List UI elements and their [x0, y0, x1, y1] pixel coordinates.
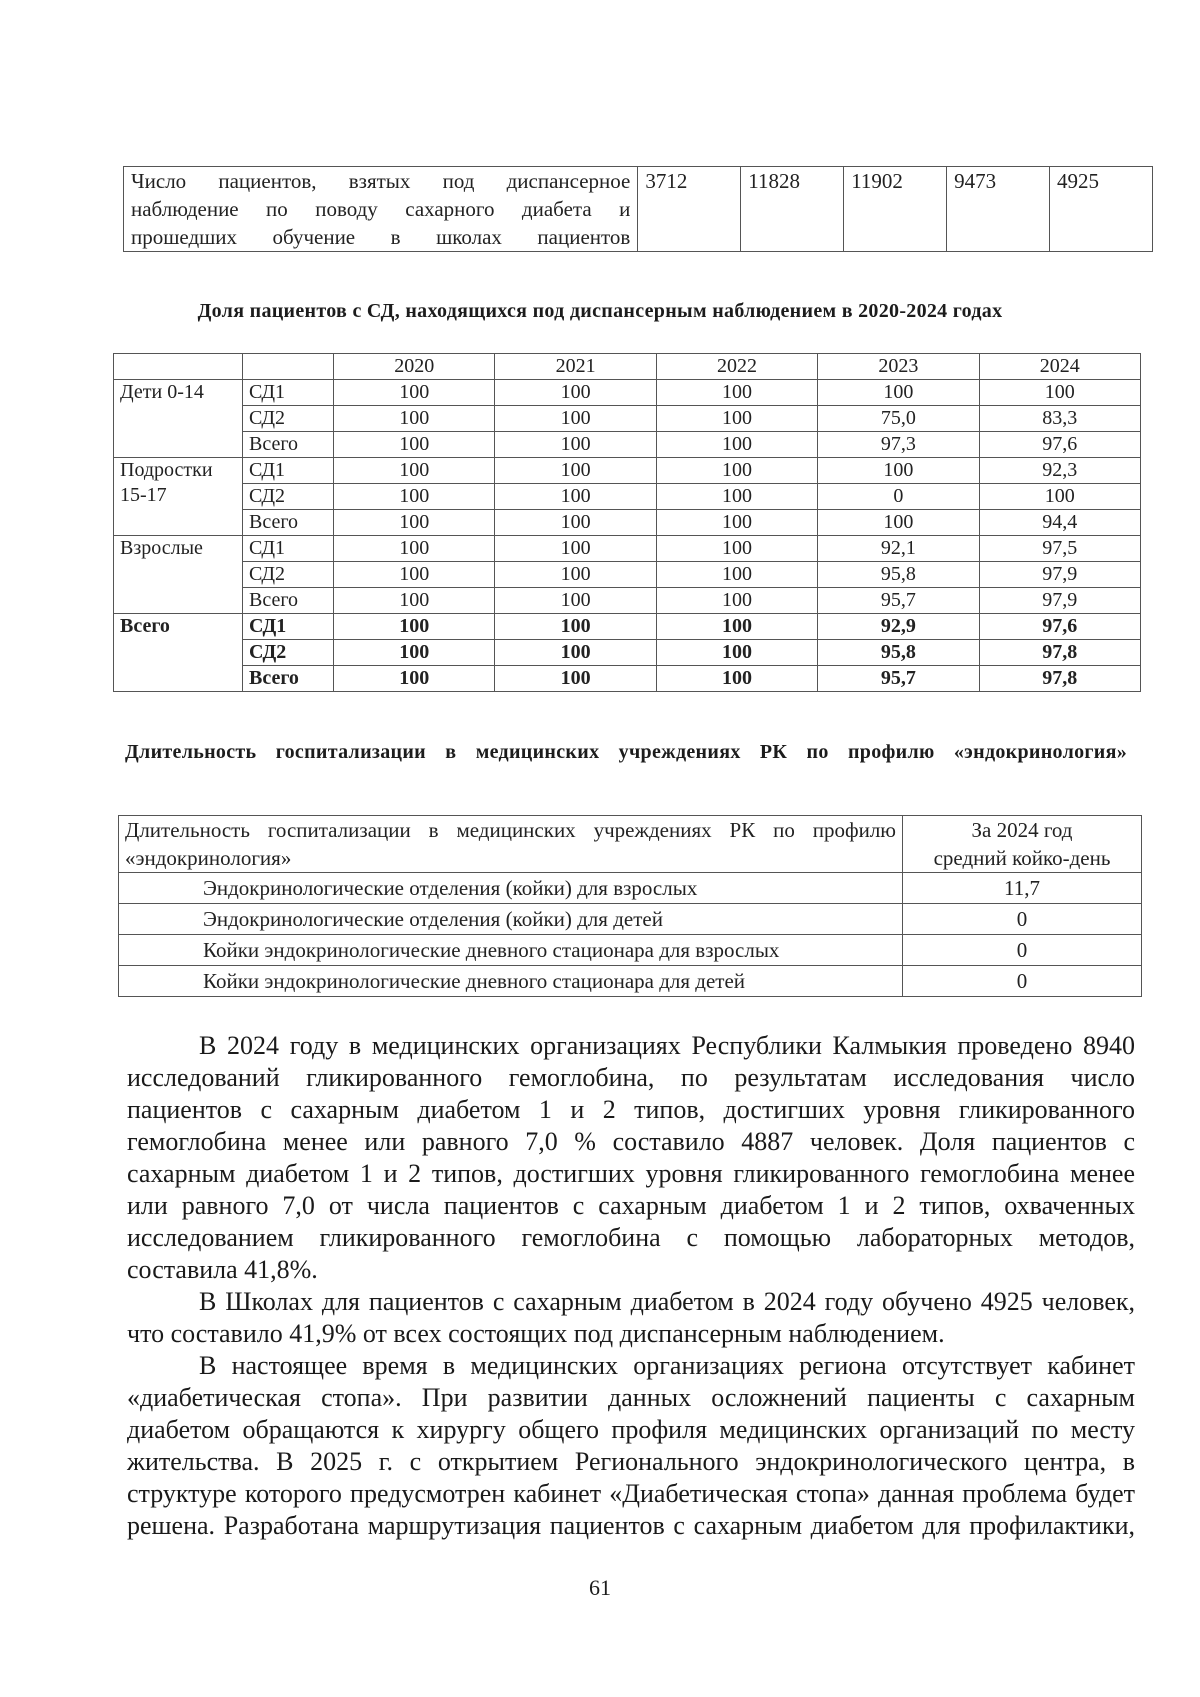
paragraph-diabetic-foot: [127, 1350, 1135, 1542]
year-header: 2024: [979, 354, 1140, 380]
value-cell: 75,0: [818, 406, 979, 432]
value-cell: 97,6: [979, 432, 1140, 458]
table-row: [114, 510, 1141, 536]
header-right: [903, 816, 1142, 873]
year-header: 2023: [818, 354, 979, 380]
value-cell: 100: [495, 484, 656, 510]
table-row: [114, 484, 1141, 510]
value-cell: 100: [495, 562, 656, 588]
value-cell: 100: [495, 614, 656, 640]
department-label: Койки эндокринологические дневного стационара для детей: [119, 966, 903, 997]
value-cell: 100: [656, 614, 817, 640]
value-cell: 11828: [741, 167, 844, 252]
table-row: [114, 588, 1141, 614]
value-cell: 97,8: [979, 640, 1140, 666]
table-row: [114, 562, 1141, 588]
group-label: Дети 0-14: [114, 380, 243, 458]
value-cell: 100: [818, 380, 979, 406]
value-cell: 4925: [1050, 167, 1153, 252]
header-row: [114, 354, 1141, 380]
value-cell: 100: [334, 666, 495, 692]
value-cell: 100: [495, 666, 656, 692]
page-number: 61: [589, 1575, 611, 1600]
value-cell: 100: [334, 458, 495, 484]
value-cell: 95,8: [818, 640, 979, 666]
diabetes-type: СД1: [243, 614, 334, 640]
value-cell: 100: [334, 406, 495, 432]
value-cell: 100: [656, 380, 817, 406]
paragraph-text: В 2024 году в медицинских организациях Республики Калмыкия проведено 8940 исследований гликированного гемоглобина, по результатам исследования число пациентов с сахарным диабетом 1 и 2 типов, достигших уровня гликированного гемоглобина менее или равного 7,0 % составило 4887 человек. Доля пациентов с сахарным диабетом 1 и 2 типов, достигших уровня гликированного гемоглобина менее или равного 7,0 от числа пациентов с сахарным диабетом 1 и 2 типов, охваченных исследованием гликированного гемоглобина с помощью лабораторных методов, составила 41,8%.: [127, 1031, 1135, 1284]
value-cell: 100: [656, 536, 817, 562]
value-cell: 100: [656, 562, 817, 588]
table-row: [114, 666, 1141, 692]
value-cell: 94,4: [979, 510, 1140, 536]
value-cell: 97,9: [979, 562, 1140, 588]
value-cell: 100: [495, 588, 656, 614]
value-cell: 100: [495, 380, 656, 406]
table-row: [114, 640, 1141, 666]
value-cell: 100: [495, 406, 656, 432]
table-row: [114, 614, 1141, 640]
diabetes-type: Всего: [243, 432, 334, 458]
value-cell: 83,3: [979, 406, 1140, 432]
share-table-title: Доля пациентов с СД, находящихся под диспансерным наблюдением в 2020-2024 годах: [197, 300, 1003, 322]
bed-day-value: 0: [903, 966, 1142, 997]
value-cell: 100: [656, 640, 817, 666]
group-label: Всего: [114, 614, 243, 692]
value-cell: 100: [979, 484, 1140, 510]
value-cell: 3712: [638, 167, 741, 252]
value-cell: 100: [818, 510, 979, 536]
diabetes-type: СД2: [243, 406, 334, 432]
paragraph-text: В Школах для пациентов с сахарным диабетом в 2024 году обучено 4925 человек, что составило 41,9% от всех состоящих под диспансерным наблюдением.: [127, 1287, 1135, 1348]
value-cell: 97,6: [979, 614, 1140, 640]
value-cell: 100: [334, 614, 495, 640]
value-cell: 100: [334, 562, 495, 588]
hospitalization-table: [118, 815, 1142, 997]
value-cell: 100: [495, 458, 656, 484]
group-label: Взрослые: [114, 536, 243, 614]
table-row: [114, 406, 1141, 432]
value-cell: 100: [656, 432, 817, 458]
diabetes-type: Всего: [243, 510, 334, 536]
group-label: Подростки 15-17: [114, 458, 243, 536]
hospitalization-table-body: [119, 816, 1142, 997]
value-cell: 100: [334, 432, 495, 458]
value-cell: 100: [495, 536, 656, 562]
empty-header-cell: [114, 354, 243, 380]
diabetes-type: Всего: [243, 588, 334, 614]
table-row: [119, 966, 1142, 997]
bed-day-value: 0: [903, 904, 1142, 935]
hospitalization-table-title: Длительность госпитализации в медицинских учреждениях РК по профилю «эндокринология»: [125, 741, 1128, 763]
value-cell: 100: [656, 484, 817, 510]
diabetes-type: СД2: [243, 484, 334, 510]
value-cell: 92,1: [818, 536, 979, 562]
paragraph-text: В настоящее время в медицинских организациях региона отсутствует кабинет «диабетическая стопа». При развитии данных осложнений пациенты с сахарным диабетом обращаются к хирургу общего профиля медицинских организаций по месту жительства. В 2025 г. с открытием Регионального эндокринологического центра, в структуре которого предусмотрен кабинет «Диабетическая стопа» данная проблема будет решена. Разработана маршрутизация пациентов с сахарным диабетом для профилактики,: [127, 1351, 1135, 1540]
value-cell: 100: [334, 640, 495, 666]
value-cell: 100: [334, 380, 495, 406]
year-header: 2021: [495, 354, 656, 380]
value-cell: 97,8: [979, 666, 1140, 692]
header-right-line2: средний койко-день: [933, 846, 1111, 870]
value-cell: 100: [495, 432, 656, 458]
table-row: [119, 873, 1142, 904]
value-cell: 100: [334, 536, 495, 562]
value-cell: 100: [656, 510, 817, 536]
diabetes-type: СД2: [243, 640, 334, 666]
diabetes-type: СД1: [243, 458, 334, 484]
value-cell: 100: [495, 510, 656, 536]
value-cell: 100: [979, 380, 1140, 406]
value-cell: 95,8: [818, 562, 979, 588]
diabetes-type: СД1: [243, 536, 334, 562]
value-cell: 95,7: [818, 666, 979, 692]
department-label: Койки эндокринологические дневного стационара для взрослых: [119, 935, 903, 966]
diabetes-type: Всего: [243, 666, 334, 692]
value-cell: 100: [656, 458, 817, 484]
dispensary-patients-table: [123, 166, 1153, 252]
table-row: [119, 904, 1142, 935]
value-cell: 100: [334, 484, 495, 510]
year-header: 2022: [656, 354, 817, 380]
value-cell: 92,9: [818, 614, 979, 640]
header-right-line1: За 2024 год: [971, 818, 1073, 842]
table-row: [114, 432, 1141, 458]
value-cell: 100: [818, 458, 979, 484]
empty-header-cell: [243, 354, 334, 380]
bed-day-value: 0: [903, 935, 1142, 966]
row-description: Число пациентов, взятых под диспансерное наблюдение по поводу сахарного диабета и прошедших обучение в школах пациентов: [124, 167, 638, 252]
value-cell: 95,7: [818, 588, 979, 614]
value-cell: 97,3: [818, 432, 979, 458]
table-row: [114, 458, 1141, 484]
paragraph-schools: [127, 1286, 1135, 1350]
department-label: Эндокринологические отделения (койки) для детей: [119, 904, 903, 935]
value-cell: 0: [818, 484, 979, 510]
value-cell: 100: [495, 640, 656, 666]
share-table-body: [114, 354, 1141, 692]
value-cell: 100: [656, 406, 817, 432]
value-cell: 100: [656, 588, 817, 614]
table-row: [124, 167, 1153, 252]
header-left: Длительность госпитализации в медицинских учреждениях РК по профилю «эндокринология»: [119, 816, 903, 873]
value-cell: 11902: [844, 167, 947, 252]
table-row: [114, 380, 1141, 406]
value-cell: 100: [656, 666, 817, 692]
value-cell: 9473: [947, 167, 1050, 252]
value-cell: 97,5: [979, 536, 1140, 562]
header-row: [119, 816, 1142, 873]
year-header: 2020: [334, 354, 495, 380]
diabetes-type: СД2: [243, 562, 334, 588]
paragraph-hba1c: [127, 1030, 1135, 1286]
value-cell: 100: [334, 588, 495, 614]
table-row: [114, 536, 1141, 562]
dispensary-share-table: [113, 353, 1141, 692]
diabetes-type: СД1: [243, 380, 334, 406]
value-cell: 97,9: [979, 588, 1140, 614]
value-cell: 100: [334, 510, 495, 536]
value-cell: 92,3: [979, 458, 1140, 484]
bed-day-value: 11,7: [903, 873, 1142, 904]
table-row: [119, 935, 1142, 966]
department-label: Эндокринологические отделения (койки) для взрослых: [119, 873, 903, 904]
